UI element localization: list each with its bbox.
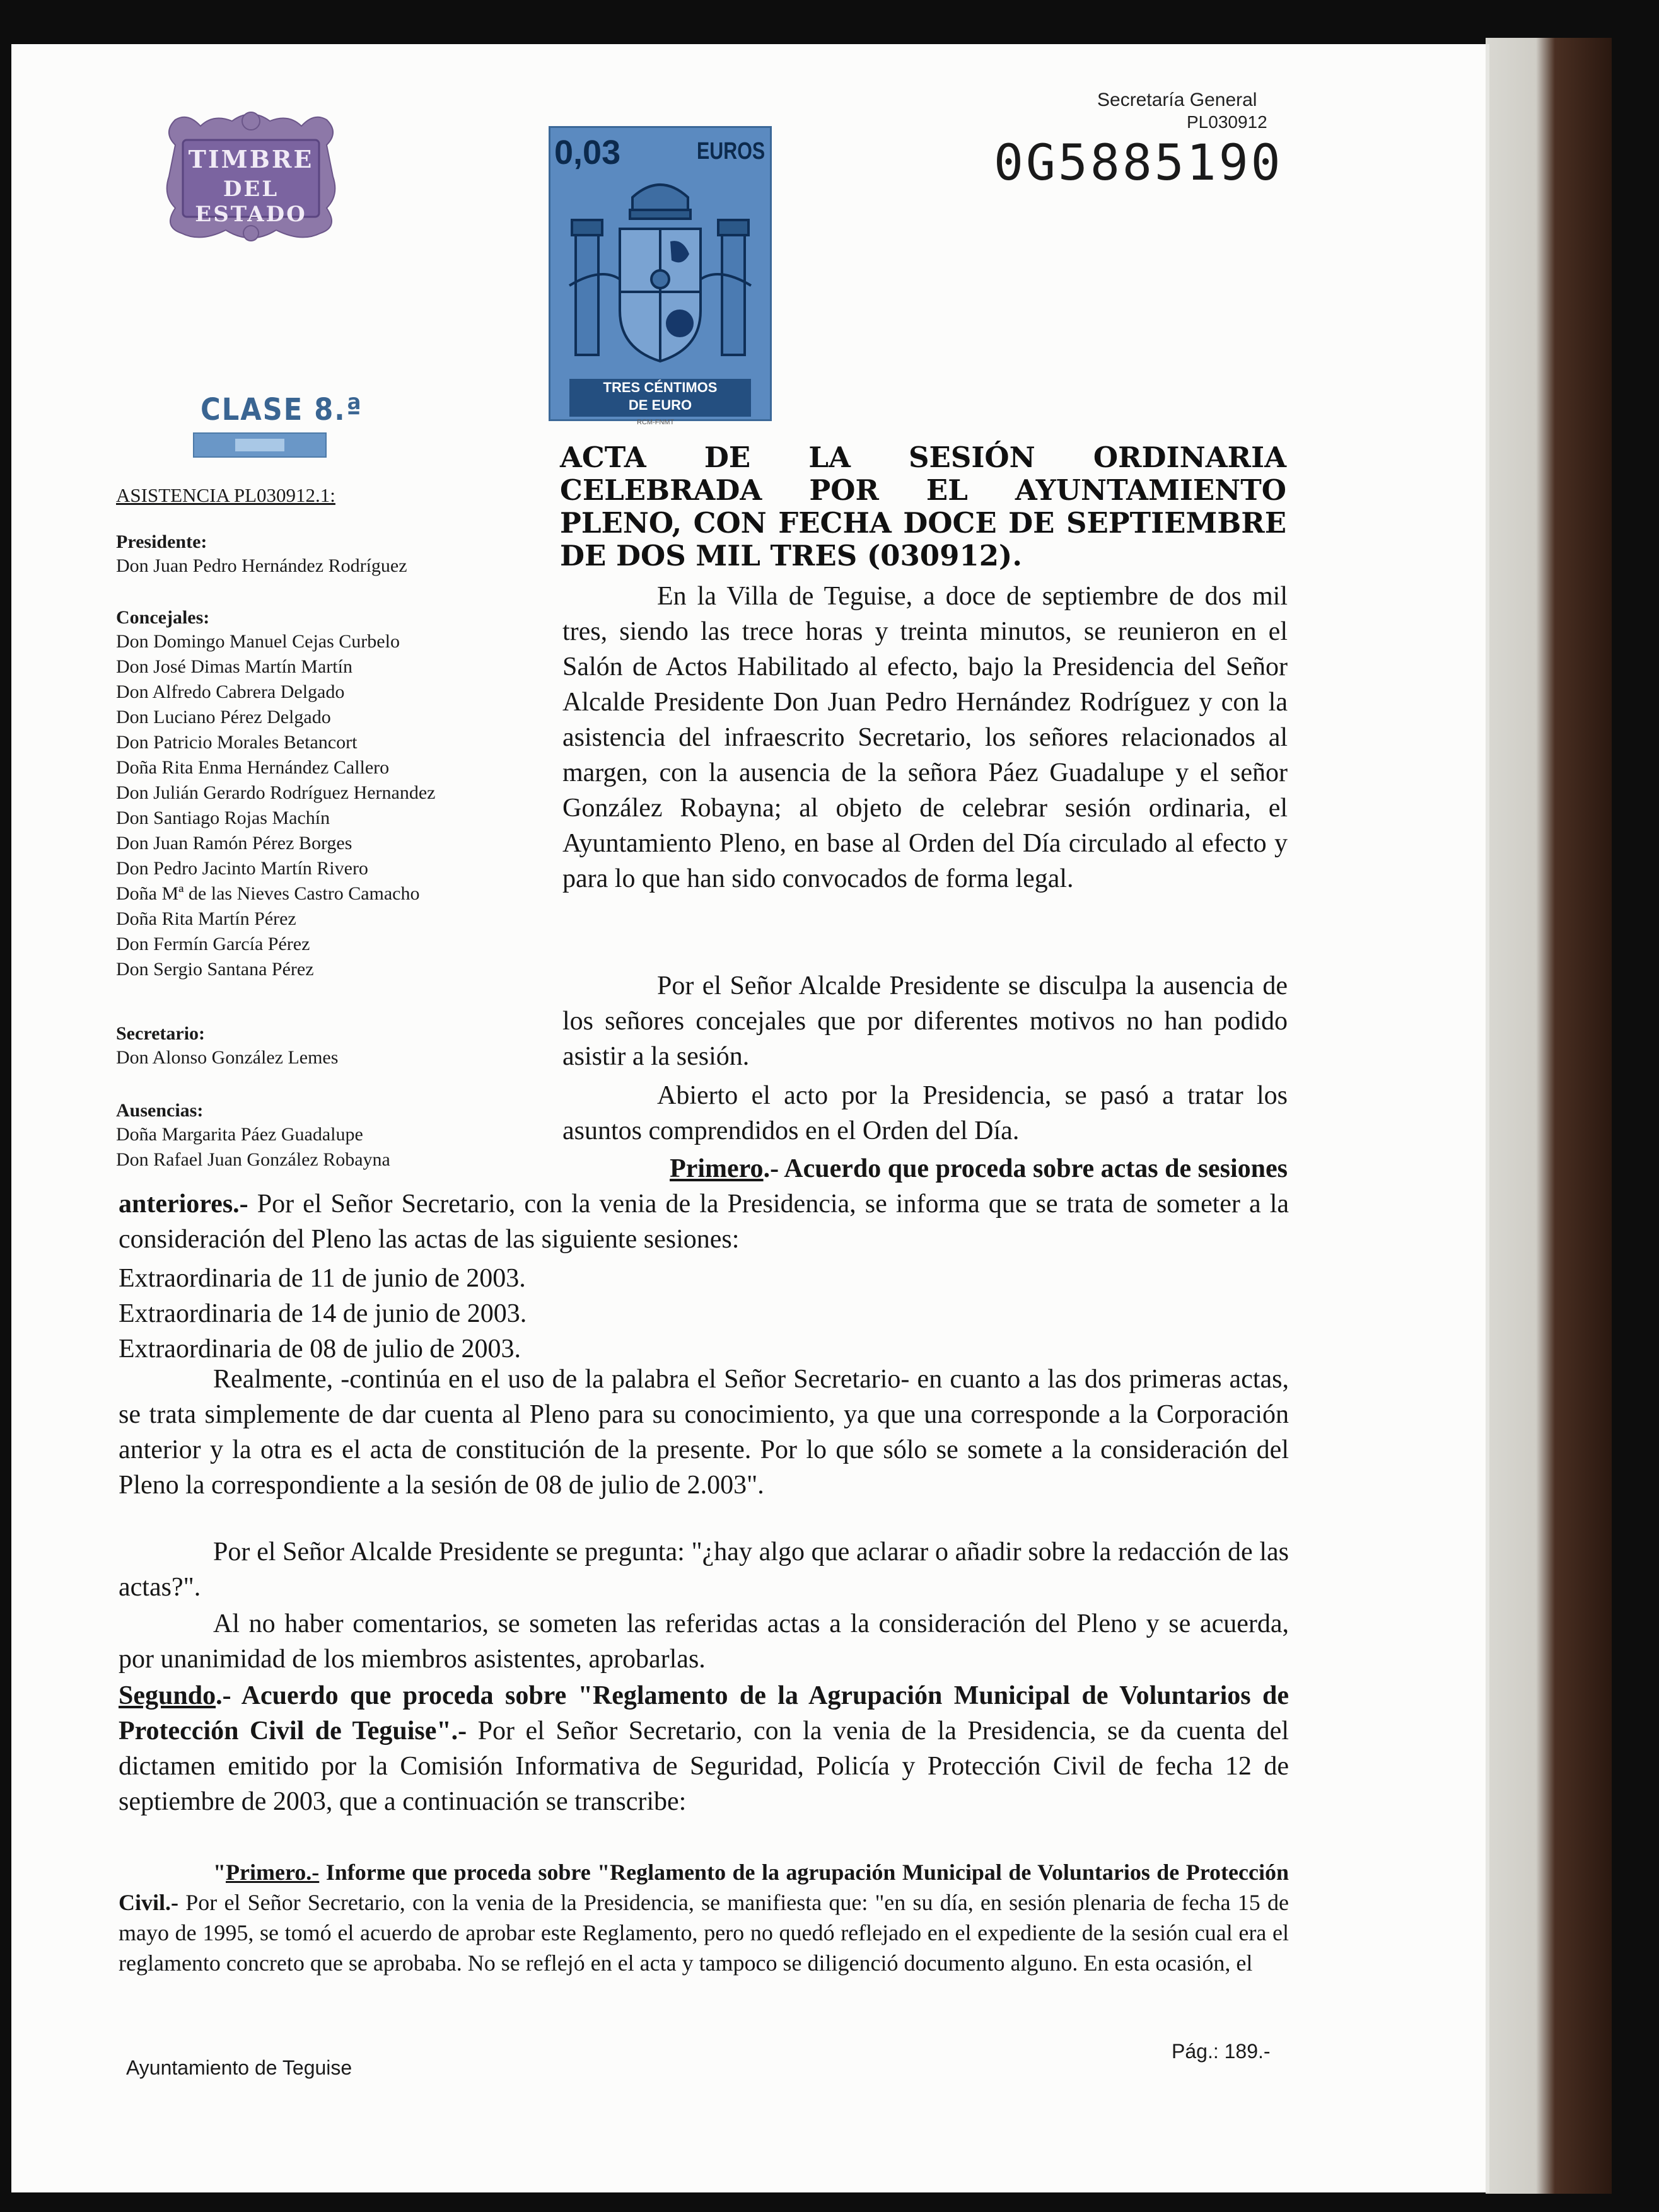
stamp-mint: RCM-FNMT (637, 419, 675, 426)
footer-entity: Ayuntamiento de Teguise (126, 2056, 352, 2079)
quote-text: Por el Señor Secretario, con la venia de la Presidencia, se manifiesta que: "en su día, en sesión plenaria de fecha 15 de mayo de 1995, se tomó el acuerdo de aprobar este Reglamento, pero no quedó reflejado en el expediente de la sesión cual era el reglamento concreto que se aprobaba. No se reflejó en el acta y tampoco se diligenció documento alguno. En esta ocasión, el (119, 1890, 1289, 1976)
councillor-name: Don Santiago Rojas Machín (116, 808, 330, 828)
councillor-name: Don Patricio Morales Betancort (116, 732, 358, 753)
timbre-seal (150, 107, 352, 246)
book-edge (1486, 38, 1612, 2194)
item-2-heading: .- Acuerdo que proceda sobre "Reglamento de la Agrupación Municipal de Voluntarios de Protección Civil de Teguise".- (119, 1681, 1289, 1746)
paragraph-opening-act: Abierto el acto por la Presidencia, se pasó a tratar los asuntos comprendidos en el Orden del Día. (562, 1081, 1288, 1145)
item-1-heading-continued: anteriores.- (119, 1190, 248, 1219)
item-2-paragraph (119, 1678, 1289, 1819)
councillor-name: Don Juan Ramón Pérez Borges (116, 833, 352, 854)
president-label: Presidente: (116, 531, 207, 552)
stamp-band-line-1: TRES CÉNTIMOS (603, 379, 718, 395)
absences-label: Ausencias: (116, 1100, 204, 1121)
stamp-band-line-2: DE EURO (628, 397, 692, 413)
stamp-currency: EUROS (696, 138, 765, 165)
session-item: Extraordinaria de 11 de junio de 2003. (119, 1264, 526, 1293)
fiscal-stamp (549, 126, 772, 421)
quote-heading: Informe que proceda sobre "Reglamento de la agrupación Municipal de Voluntarios de Protección Civil.- (119, 1860, 1289, 1915)
councillor-name: Don José Dimas Martín Martín (116, 656, 352, 677)
absences-list (116, 1122, 390, 1173)
quote-mark: " (213, 1860, 226, 1885)
item-1-label: Primero (670, 1154, 764, 1183)
session-item: Extraordinaria de 08 de julio de 2003. (119, 1335, 521, 1364)
paragraph-opening: En la Villa de Teguise, a doce de septiembre de dos mil tres, siendo las trece horas y treinta minutos, se reunieron en el Salón de Actos Habilitado al efecto, bajo la Presidencia del Señor Alcalde Presidente Don Juan Pedro Hernández Rodríguez y con la asistencia del infraescrito Secretario, los señores relacionados al margen, con la ausencia de la señora Páez Guadalupe y el señor González Robayna; al objeto de celebrar sesión ordinaria, el Ayuntamiento Pleno, en base al Orden del Día circulado al efecto y para lo que han sido convocados de forma legal. (562, 582, 1288, 893)
item-1-heading: .- Acuerdo que proceda sobre actas de sesiones (763, 1154, 1288, 1183)
sessions-list (119, 1261, 1289, 1367)
stamp-band (569, 379, 751, 417)
councillor-name: Don Pedro Jacinto Martín Rivero (116, 858, 368, 879)
councillor-name: Don Domingo Manuel Cejas Curbelo (116, 631, 400, 652)
quoted-dictamen (119, 1857, 1289, 1978)
councillor-name: Doña Mª de las Nieves Castro Camacho (116, 883, 420, 904)
clase-label: CLASE 8.ª (201, 392, 363, 427)
paragraph-approval: Al no haber comentarios, se someten las referidas actas a la consideración del Pleno y se acuerda, por unanimidad de los miembros asistentes, aprobarlas. (119, 1609, 1289, 1674)
councillor-name: Don Luciano Pérez Delgado (116, 707, 331, 727)
paragraph-apology: Por el Señor Alcalde Presidente se disculpa la ausencia de los señores concejales que por diferentes motivos no han podido asistir a la sesión. (562, 971, 1288, 1071)
quote-item-label: Primero.- (226, 1860, 320, 1885)
page-number: Pág.: 189.- (1172, 2040, 1271, 2063)
item-2-text: Por el Señor Secretario, con la venia de la Presidencia, se da cuenta del dictamen emitido por la Comisión Informativa de Seguridad, Policía y Protección Civil de fecha 12 de septiembre de 2003, que a continuación se transcribe: (119, 1717, 1289, 1816)
absent-name: Doña Margarita Páez Guadalupe (116, 1124, 363, 1145)
councillor-name: Don Alfredo Cabrera Delgado (116, 681, 345, 702)
item-1-text: Por el Señor Secretario, con la venia de la Presidencia, se informa que se trata de someter a la consideración del Pleno las actas de las siguiente sesiones: (119, 1190, 1289, 1254)
councillors-label: Concejales: (116, 607, 210, 628)
attendance-heading: ASISTENCIA PL030912.1: (116, 484, 335, 506)
timbre-line-1: TIMBRE (188, 145, 314, 173)
item-1-heading-line (562, 1151, 1288, 1186)
secretary-label: Secretario: (116, 1023, 206, 1044)
paragraph-secretary-remarks: Realmente, -continúa en el uso de la palabra el Señor Secretario- en cuanto a las dos primeras actas, se trata simplemente de dar cuenta al Pleno para su conocimiento, ya que una corresponde a la Corporación anterior y la otra es el acta de constitución de la presente. Por lo que sólo se somete a la consideración del Pleno la correspondiente a la sesión de 08 de julio de 2.003". (119, 1365, 1289, 1500)
councillor-name: Don Julián Gerardo Rodríguez Hernandez (116, 782, 436, 803)
clase-bar (193, 432, 327, 458)
serial-number: 0G5885190 (994, 135, 1283, 192)
councillor-name: Doña Rita Enma Hernández Callero (116, 757, 390, 778)
document-title: ACTA DE LA SESIÓN ORDINARIA CELEBRADA POR EL AYUNTAMIENTO PLENO, CON FECHA DOCE DE SEPTIEMBRE DE DOS MIL TRES (030912). (560, 441, 1286, 572)
session-item: Extraordinaria de 14 de junio de 2003. (119, 1299, 527, 1328)
secretary-name: Don Alonso González Lemes (116, 1047, 339, 1068)
stamp-value: 0,03 (554, 134, 621, 171)
councillor-name: Don Sergio Santana Pérez (116, 959, 314, 980)
paragraph-mayor-question: Por el Señor Alcalde Presidente se pregunta: "¿hay algo que aclarar o añadir sobre la redacción de las actas?". (119, 1537, 1289, 1602)
councillor-name: Don Fermín García Pérez (116, 934, 310, 954)
councillor-name: Doña Rita Martín Pérez (116, 908, 296, 929)
item-2-label: Segundo (119, 1681, 216, 1710)
coat-of-arms-icon (563, 172, 757, 374)
office-label: Secretaría General (1097, 90, 1257, 110)
document-code: PL030912 (1187, 112, 1267, 132)
president-name: Don Juan Pedro Hernández Rodríguez (116, 555, 407, 576)
councillors-list (116, 629, 435, 982)
item-1-paragraph (119, 1186, 1289, 1257)
absent-name: Don Rafael Juan González Robayna (116, 1149, 390, 1170)
timbre-line-2: DEL ESTADO (195, 177, 307, 227)
